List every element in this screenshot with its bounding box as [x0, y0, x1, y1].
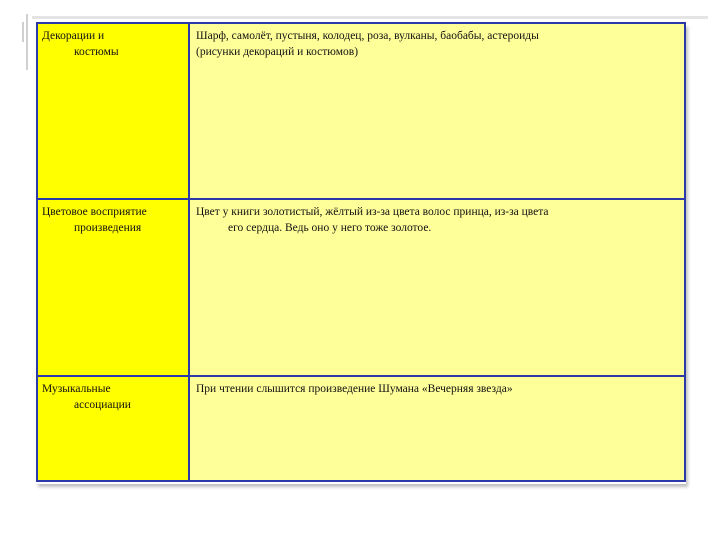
row-content-decorations [190, 24, 684, 200]
row-content-color-perception [190, 200, 684, 377]
label-line: костюмы [74, 46, 119, 58]
row-label-decorations [38, 24, 190, 200]
row-label-musical-associations [38, 377, 190, 480]
content-line: (рисунки декораций и костюмов) [196, 46, 359, 58]
content-line: его сердца. Ведь оно у него тоже золотое. [228, 222, 432, 234]
decorative-left-line [26, 14, 28, 70]
label-line: произведения [74, 222, 142, 234]
content-line: Шарф, самолёт, пустыня, колодец, роза, вулканы, баобабы, астероиды [196, 30, 539, 42]
content-line: При чтении слышится произведение Шумана «Вечерняя звезда» [196, 383, 513, 395]
info-table [36, 22, 686, 482]
label-line: ассоциации [74, 399, 131, 411]
label-line: Декорации и [42, 30, 105, 42]
row-content-musical-associations [190, 377, 684, 480]
row-label-color-perception [38, 200, 190, 377]
label-line: Цветовое восприятие [42, 206, 147, 218]
decorative-small-line [22, 22, 24, 42]
content-line: Цвет у книги золотистый, жёлтый из-за цвета волос принца, из-за цвета [196, 206, 549, 218]
label-line: Музыкальные [42, 383, 111, 395]
decorative-top-line [32, 16, 708, 19]
